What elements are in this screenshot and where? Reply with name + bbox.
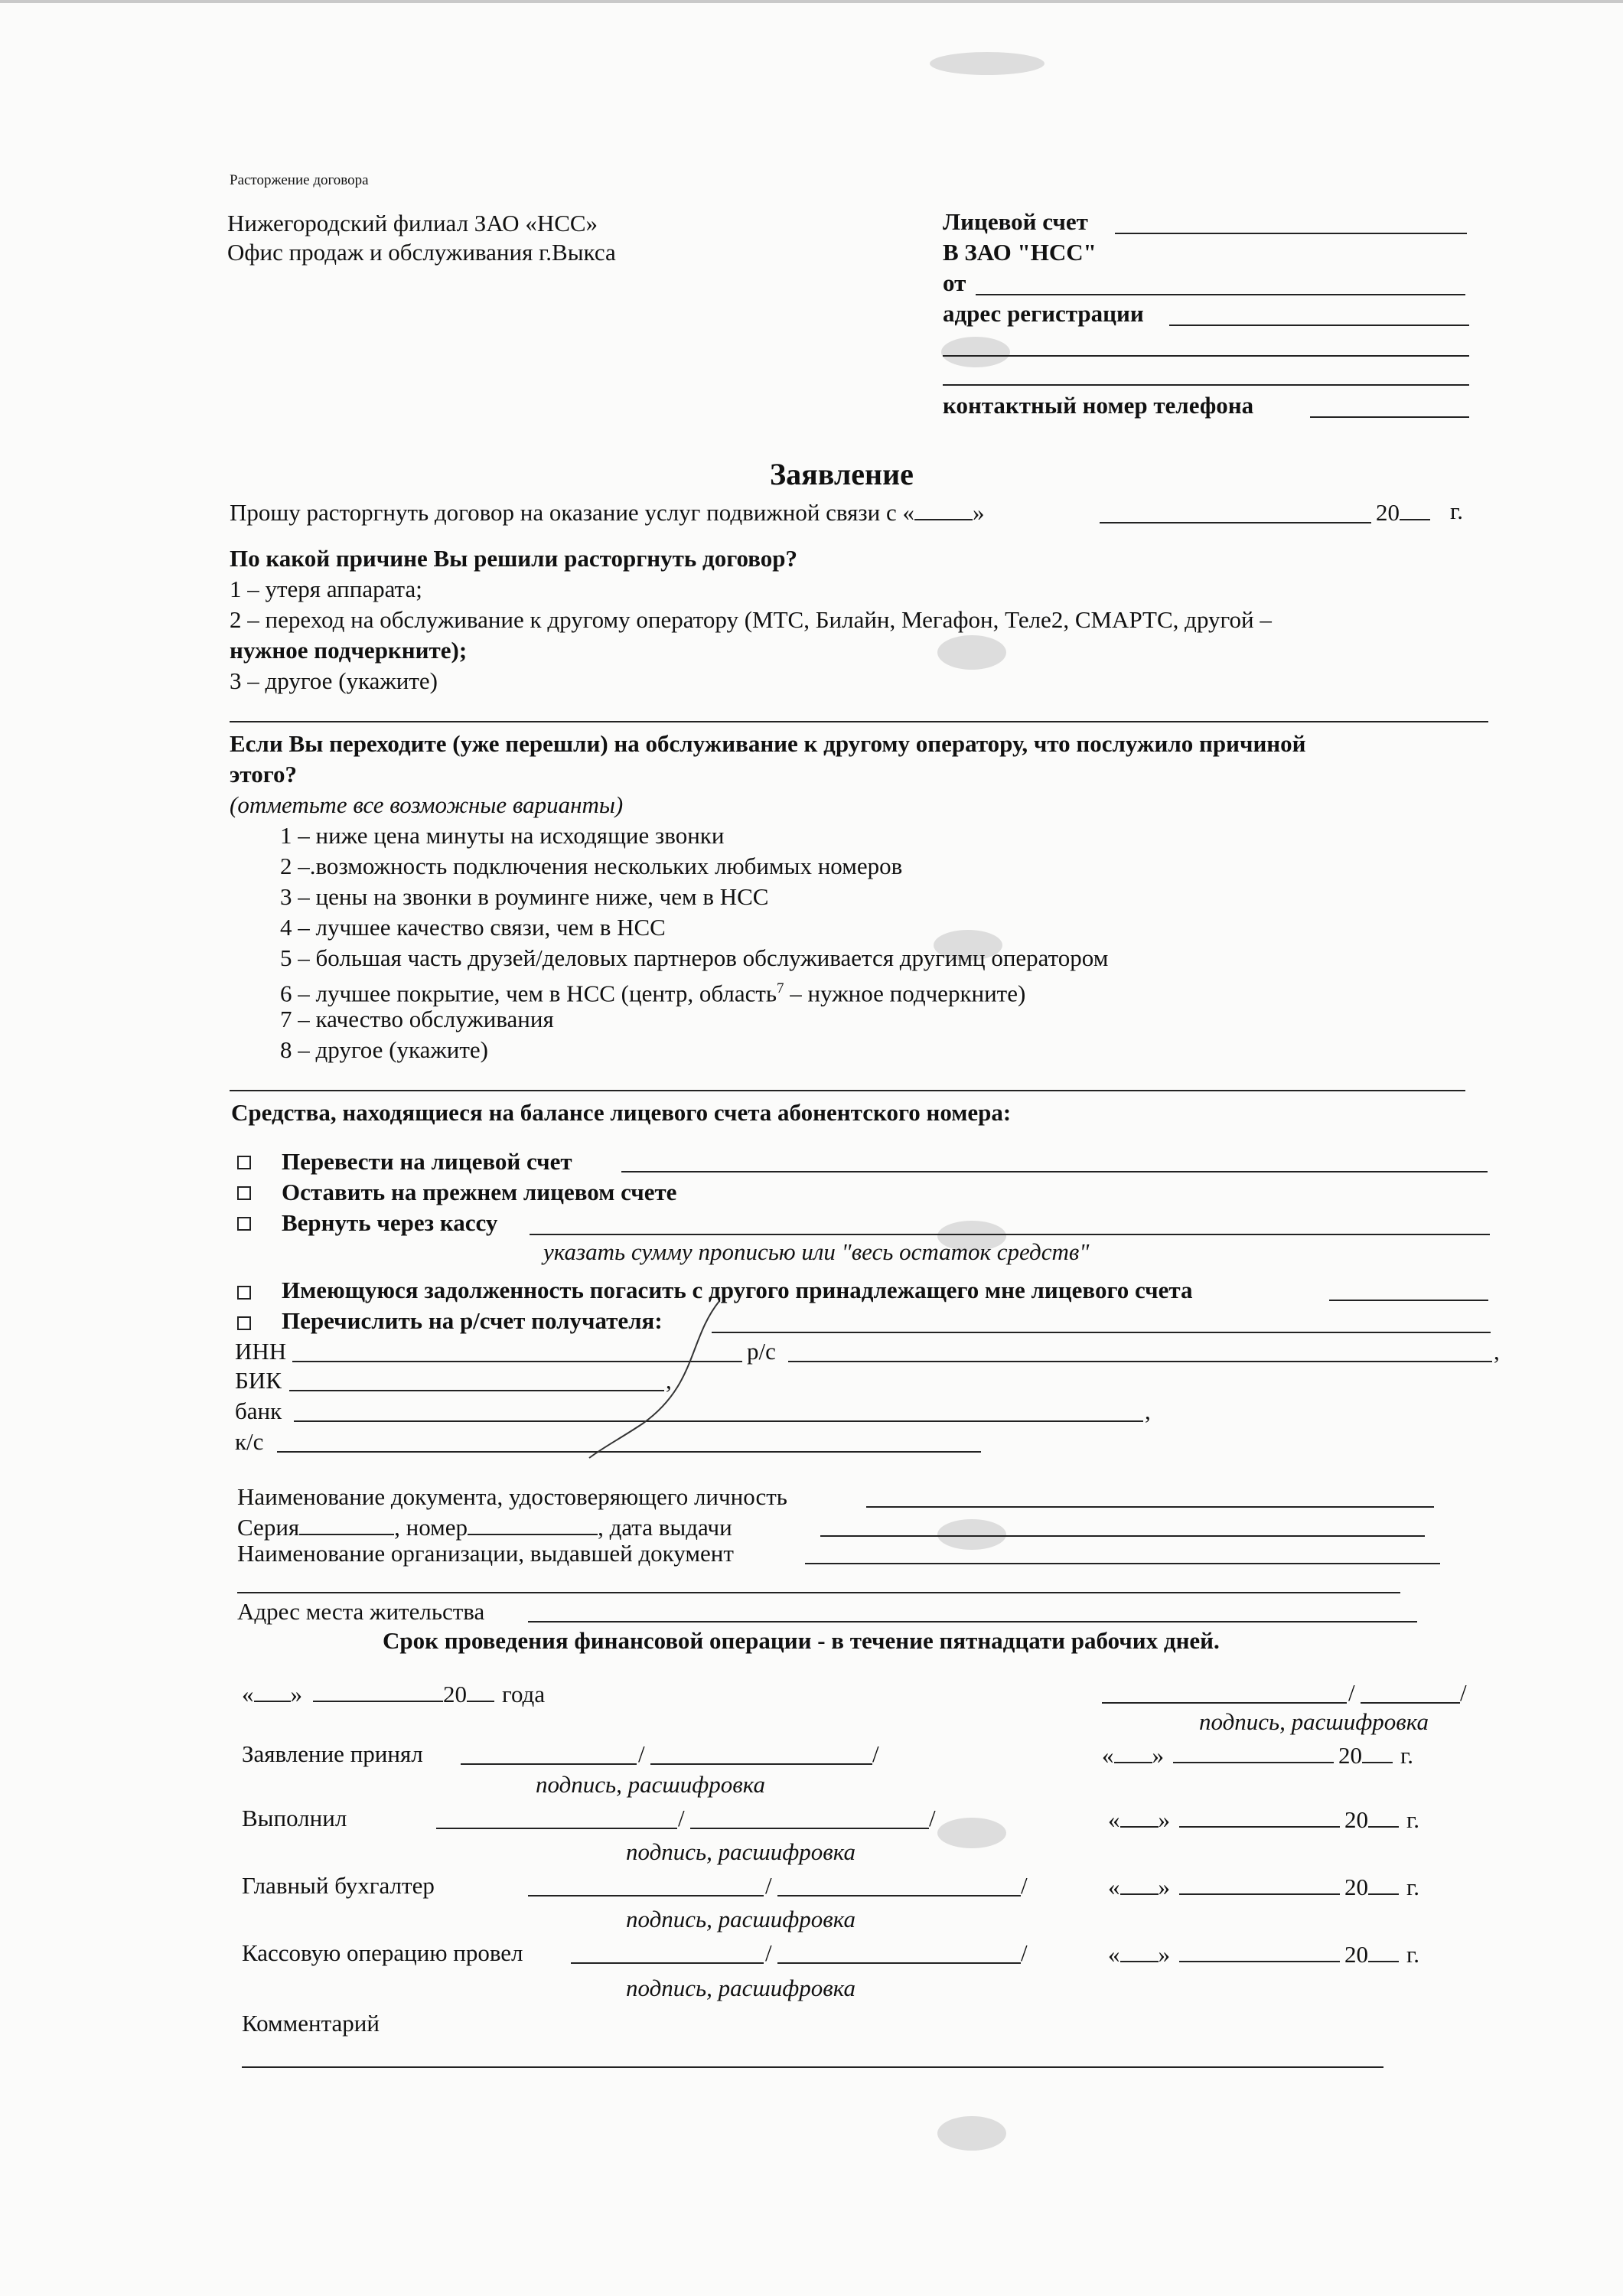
switch-other-field[interactable] <box>230 1090 1465 1091</box>
bank-comma: , <box>1145 1397 1151 1424</box>
request-prefix: Прошу расторгнуть договор на оказание услуг подвижной связи с « <box>230 499 915 526</box>
chief-year-field[interactable] <box>1368 1872 1399 1895</box>
rs-field[interactable] <box>788 1361 1492 1362</box>
date-open: « <box>1108 1806 1120 1833</box>
org-name: Нижегородский филиал ЗАО «НСС» <box>227 210 598 236</box>
balance-option-5: Перечислить на р/счет получателя: <box>282 1307 663 1334</box>
accepted-month-field[interactable] <box>1173 1740 1334 1763</box>
page-title: Заявление <box>770 457 914 491</box>
chief-month-field[interactable] <box>1179 1872 1340 1895</box>
accepted-day-field[interactable] <box>1114 1740 1152 1763</box>
switch-option-6 <box>280 975 1025 1007</box>
date-open: « <box>1102 1742 1114 1769</box>
balance-option-4: Имеющуюся задолженность погасить с другого принадлежащего мне лицевого счета <box>282 1277 1193 1303</box>
request-quote-close: » <box>973 499 985 526</box>
accepted-slash-2: / <box>872 1740 879 1767</box>
switch-question: Если Вы переходите (уже перешли) на обслуживание к другому оператору, что послужило причиной <box>230 730 1306 757</box>
request-year-field[interactable] <box>1400 497 1430 520</box>
reg-address-field-2[interactable] <box>943 355 1469 357</box>
cash-op-year-prefix: 20 <box>1344 1941 1368 1968</box>
cash-op-label: Кассовую операцию провел <box>242 1939 523 1966</box>
g-suffix: г. <box>1400 1742 1413 1769</box>
id-doc-label: Наименование документа, удостоверяющего личность <box>237 1483 787 1510</box>
recipient-account-field[interactable] <box>712 1332 1491 1333</box>
comment-label: Комментарий <box>242 2010 380 2037</box>
rs-comma: , <box>1494 1338 1500 1365</box>
cash-op-name-field[interactable] <box>777 1962 1021 1964</box>
cash-return-hint: указать сумму прописью или "весь остаток средств" <box>543 1238 1090 1265</box>
reg-address-field[interactable] <box>1169 325 1469 326</box>
recipient-label: В ЗАО "НСС" <box>943 239 1097 266</box>
switch-option: 5 – большая часть друзей/деловых партнеров обслуживается другимц оператором <box>280 944 1109 971</box>
from-field[interactable] <box>976 294 1465 295</box>
executed-signature-field[interactable] <box>436 1828 677 1829</box>
cash-op-date <box>1108 1939 1419 1968</box>
reason-1: 1 – утеря аппарата; <box>230 576 422 602</box>
reason-question: По какой причине Вы решили расторгнуть договор? <box>230 545 798 572</box>
chief-slash-2: / <box>1021 1872 1028 1899</box>
accepted-name-field[interactable] <box>650 1763 872 1765</box>
date-open: « <box>1108 1874 1120 1900</box>
request-year-prefix: 20 <box>1376 499 1400 526</box>
issue-date-label: , дата выдачи <box>598 1514 732 1541</box>
scan-noise <box>937 1818 1006 1848</box>
executed-sig-hint: подпись, расшифровка <box>626 1838 855 1865</box>
applicant-sig-slash: / <box>1348 1679 1355 1706</box>
balance-option-1: Перевести на лицевой счет <box>282 1148 572 1175</box>
id-series-row <box>237 1512 732 1541</box>
request-day-field[interactable] <box>914 497 973 520</box>
date-close: » <box>290 1681 302 1707</box>
accepted-signature-field[interactable] <box>461 1763 637 1765</box>
date-open: « <box>242 1681 254 1707</box>
app-day-field[interactable] <box>254 1679 291 1702</box>
issuer-field[interactable] <box>805 1563 1440 1564</box>
scan-noise <box>937 635 1006 670</box>
balance-option-2: Оставить на прежнем лицевом счете <box>282 1179 677 1205</box>
residence-field[interactable] <box>528 1621 1417 1623</box>
applicant-sig-hint: подпись, расшифровка <box>1199 1708 1429 1735</box>
date-open: « <box>1108 1941 1120 1968</box>
chief-accountant-label: Главный бухгалтер <box>242 1872 435 1899</box>
app-month-field[interactable] <box>313 1679 443 1702</box>
request-month-field[interactable] <box>1100 522 1371 523</box>
executed-day-field[interactable] <box>1120 1805 1159 1828</box>
chief-name-field[interactable] <box>777 1895 1021 1896</box>
option-6-text: 6 – лучшее покрытие, чем в НСС (центр, область <box>280 980 777 1007</box>
g-suffix: г. <box>1406 1941 1419 1968</box>
scan-top-edge <box>0 0 1623 3</box>
switch-option: 2 –.возможность подключения нескольких любимых номеров <box>280 853 903 879</box>
chief-date <box>1108 1872 1419 1901</box>
accepted-label: Заявление принял <box>242 1740 423 1767</box>
debt-account-field[interactable] <box>1329 1300 1488 1301</box>
executed-year-prefix: 20 <box>1344 1806 1368 1833</box>
scan-noise <box>930 52 1045 75</box>
transfer-account-field[interactable] <box>621 1171 1488 1172</box>
residence-label: Адрес места жительства <box>237 1598 485 1625</box>
document-type-label: Расторжение договора <box>230 172 369 188</box>
chief-slash: / <box>765 1872 772 1899</box>
id-doc-field[interactable] <box>866 1506 1434 1508</box>
executed-slash-2: / <box>929 1805 936 1831</box>
balance-option-4-checkbox[interactable] <box>237 1286 251 1300</box>
scan-noise <box>937 1519 1006 1550</box>
inn-label: ИНН <box>235 1338 287 1365</box>
reason-3: 3 – другое (укажите) <box>230 667 438 694</box>
cash-op-signature-field[interactable] <box>571 1962 764 1964</box>
date-close: » <box>1158 1806 1170 1833</box>
cash-op-slash-2: / <box>1021 1939 1028 1966</box>
bik-comma: , <box>666 1367 672 1394</box>
issuer-field-2[interactable] <box>237 1592 1400 1593</box>
applicant-sig-slash-2: / <box>1460 1679 1467 1706</box>
switch-option: 4 – лучшее качество связи, чем в НСС <box>280 914 666 941</box>
accepted-date <box>1102 1740 1413 1769</box>
cash-return-field[interactable] <box>530 1234 1490 1235</box>
cash-op-slash: / <box>765 1939 772 1966</box>
balance-option-2-checkbox[interactable] <box>237 1186 251 1200</box>
cash-op-sig-hint: подпись, расшифровка <box>626 1975 855 2001</box>
switch-option: 1 – ниже цена минуты на исходящие звонки <box>280 822 725 849</box>
switch-note: (отметьте все возможные варианты) <box>230 791 624 818</box>
executed-label: Выполнил <box>242 1805 347 1831</box>
applicant-name-field[interactable] <box>1361 1702 1460 1704</box>
pen-stroke <box>582 1293 735 1469</box>
accepted-year-field[interactable] <box>1362 1740 1393 1763</box>
executed-year-field[interactable] <box>1368 1805 1399 1828</box>
balance-title: Средства, находящиеся на балансе лицевого счета абонентского номера: <box>231 1099 1012 1126</box>
date-close: » <box>1158 1941 1170 1968</box>
deadline-note: Срок проведения финансовой операции - в течение пятнадцати рабочих дней. <box>383 1627 1220 1654</box>
balance-option-3: Вернуть через кассу <box>282 1209 498 1236</box>
rs-label: р/с <box>747 1338 776 1365</box>
phone-label: контактный номер телефона <box>943 392 1254 419</box>
switch-option: 3 – цены на звонки в роуминге ниже, чем в НСС <box>280 883 769 910</box>
balance-option-3-checkbox[interactable] <box>237 1217 251 1231</box>
request-text <box>230 497 985 527</box>
accepted-sig-hint: подпись, расшифровка <box>536 1771 765 1798</box>
ks-label: к/с <box>235 1428 264 1455</box>
phone-field[interactable] <box>1310 416 1469 418</box>
account-field[interactable] <box>1115 233 1467 234</box>
org-office: Офис продаж и обслуживания г.Выкса <box>227 239 616 266</box>
switch-option: 8 – другое (укажите) <box>280 1036 489 1063</box>
reg-address-field-3[interactable] <box>943 384 1469 386</box>
cash-op-day-field[interactable] <box>1120 1939 1159 1962</box>
reason-2-note: нужное подчеркните); <box>230 637 468 664</box>
executed-slash: / <box>678 1805 685 1831</box>
chief-sig-hint: подпись, расшифровка <box>626 1906 855 1932</box>
date-close: » <box>1158 1874 1170 1900</box>
chief-year-prefix: 20 <box>1344 1874 1368 1900</box>
balance-option-1-checkbox[interactable] <box>237 1156 251 1169</box>
executed-date <box>1108 1805 1419 1834</box>
executed-name-field[interactable] <box>690 1828 929 1829</box>
request-year-suffix: г. <box>1450 497 1463 524</box>
switch-option: 7 – качество обслуживания <box>280 1006 554 1032</box>
account-label: Лицевой счет <box>943 208 1088 235</box>
series-label: Серия <box>237 1514 300 1541</box>
series-field[interactable] <box>299 1512 394 1535</box>
scan-noise <box>941 337 1010 367</box>
balance-option-5-checkbox[interactable] <box>237 1316 251 1330</box>
number-label: , номер <box>394 1514 468 1541</box>
option-6-tail: – нужное подчеркните) <box>784 980 1026 1007</box>
request-year <box>1376 497 1430 527</box>
executed-month-field[interactable] <box>1179 1805 1340 1828</box>
issuer-label: Наименование организации, выдавшей документ <box>237 1540 734 1567</box>
from-label: от <box>943 269 966 296</box>
comment-field[interactable] <box>242 2066 1383 2068</box>
application-date <box>242 1679 545 1708</box>
accepted-slash: / <box>638 1740 645 1767</box>
applicant-signature-field[interactable] <box>1102 1702 1347 1704</box>
g-suffix: г. <box>1406 1806 1419 1833</box>
bik-label: БИК <box>235 1367 282 1394</box>
reason-2: 2 – переход на обслуживание к другому оператору (МТС, Билайн, Мегафон, Теле2, СМАРТС, другой – <box>230 606 1272 633</box>
number-field[interactable] <box>468 1512 598 1535</box>
chief-day-field[interactable] <box>1120 1872 1159 1895</box>
scan-noise <box>937 2116 1006 2151</box>
accepted-year-prefix: 20 <box>1338 1742 1362 1769</box>
chief-signature-field[interactable] <box>528 1895 764 1896</box>
cash-op-year-field[interactable] <box>1368 1939 1399 1962</box>
option-6-sup: 7 <box>777 980 784 996</box>
bank-label: банк <box>235 1397 282 1424</box>
g-suffix: г. <box>1406 1874 1419 1900</box>
issue-date-field[interactable] <box>820 1535 1425 1537</box>
app-year-word: года <box>502 1681 546 1707</box>
cash-op-month-field[interactable] <box>1179 1939 1340 1962</box>
app-year-field[interactable] <box>467 1679 494 1702</box>
app-year-prefix: 20 <box>443 1681 467 1707</box>
switch-question-2: этого? <box>230 761 298 788</box>
date-close: » <box>1152 1742 1164 1769</box>
reason-other-field[interactable] <box>230 721 1488 722</box>
reg-address-label: адрес регистрации <box>943 300 1144 327</box>
